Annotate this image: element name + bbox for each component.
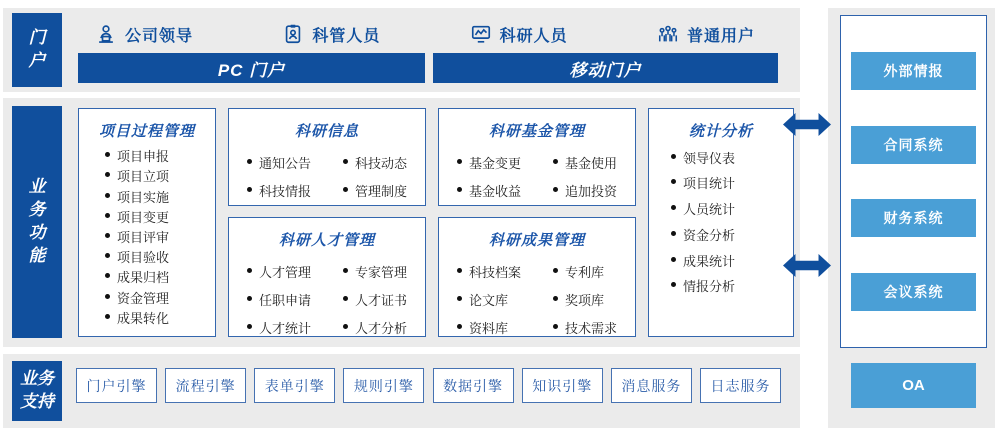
feature-item: 基金使用	[553, 153, 635, 172]
user-role-ordinary-user	[657, 23, 755, 46]
portal-panel	[3, 8, 800, 92]
feature-item-list	[439, 141, 635, 200]
user-role-researcher	[470, 23, 568, 46]
feature-item: 资金管理	[105, 288, 215, 307]
user-role-company-leader	[95, 23, 193, 46]
feature-box-title: 科研基金管理	[488, 123, 585, 140]
service-message: 消息服务	[611, 368, 692, 403]
feature-item: 科技情报	[247, 181, 343, 200]
feature-box-title: 科研人才管理	[278, 232, 375, 249]
feature-item: 成果统计	[671, 251, 793, 270]
engine-knowledge: 知识引擎	[522, 368, 603, 403]
feature-box-research-info	[228, 108, 426, 206]
feature-box-talent-management	[228, 217, 426, 337]
feature-item: 基金变更	[457, 153, 553, 172]
user-role-label: 科研人员	[499, 27, 568, 45]
user-roles-row	[95, 18, 755, 50]
engine-rule: 规则引擎	[343, 368, 424, 403]
business-functions-panel	[3, 98, 800, 347]
external-systems-panel	[828, 8, 995, 428]
feature-item: 项目立项	[105, 166, 215, 185]
monitor-chart-icon	[470, 23, 492, 45]
engine-workflow: 流程引擎	[165, 368, 246, 403]
feature-item: 专家管理	[343, 262, 425, 281]
user-role-label: 科管人员	[312, 27, 381, 45]
feature-item: 情报分析	[671, 276, 793, 295]
feature-box-title: 项目过程管理	[98, 123, 195, 140]
system-meeting: 会议系统	[851, 273, 976, 311]
feature-item-list	[439, 250, 635, 337]
user-role-management-staff	[282, 23, 380, 46]
service-log: 日志服务	[700, 368, 781, 403]
feature-item: 成果归档	[105, 267, 215, 286]
mobile-portal-bar-label: 移动门户	[569, 60, 642, 80]
feature-item: 追加投资	[553, 181, 635, 200]
feature-item: 任职申请	[247, 290, 343, 309]
pc-portal-bar-label: PC 门户	[217, 60, 286, 80]
engine-form: 表单引擎	[254, 368, 335, 403]
engine-row	[76, 368, 781, 403]
feature-item: 技术需求	[553, 318, 635, 337]
feature-item: 专利库	[553, 262, 635, 281]
engine-data: 数据引擎	[433, 368, 514, 403]
engine-portal: 门户引擎	[76, 368, 157, 403]
feature-item-list	[79, 141, 215, 336]
feature-item: 项目统计	[671, 173, 793, 192]
feature-item: 基金收益	[457, 181, 553, 200]
feature-item: 项目验收	[105, 247, 215, 266]
business-support-label-text: 业务支持	[20, 369, 54, 411]
feature-box-project-process	[78, 108, 216, 337]
feature-item: 科技动态	[343, 153, 425, 172]
feature-item: 人才证书	[343, 290, 425, 309]
feature-item: 项目实施	[105, 187, 215, 206]
feature-box-fund-management	[438, 108, 636, 206]
feature-item: 领导仪表	[671, 148, 793, 167]
business-support-panel	[3, 354, 800, 428]
system-external-intelligence: 外部情报	[851, 52, 976, 90]
feature-item-list	[229, 250, 425, 337]
pc-portal-bar	[78, 53, 425, 83]
feature-item: 通知公告	[247, 153, 343, 172]
feature-box-title: 科研成果管理	[488, 232, 585, 249]
feature-item: 人才分析	[343, 318, 425, 337]
feature-item: 论文库	[457, 290, 553, 309]
feature-item-list	[229, 141, 425, 200]
feature-box-title: 统计分析	[688, 123, 753, 140]
feature-item: 资料库	[457, 318, 553, 337]
double-arrow-icon	[783, 252, 831, 279]
feature-box-achievement-management	[438, 217, 636, 337]
user-role-label: 普通用户	[686, 27, 755, 45]
feature-item-list	[649, 141, 793, 336]
feature-item: 成果转化	[105, 308, 215, 327]
feature-item: 资金分析	[671, 225, 793, 244]
feature-item: 项目申报	[105, 146, 215, 165]
badge-icon	[282, 23, 304, 45]
business-functions-label-text: 业务功能	[28, 177, 46, 265]
external-systems-box	[840, 15, 987, 348]
double-arrow-icon	[783, 111, 831, 138]
system-finance: 财务系统	[851, 199, 976, 237]
user-group-icon	[657, 23, 679, 45]
feature-item: 人才统计	[247, 318, 343, 337]
feature-item: 科技档案	[457, 262, 553, 281]
feature-box-statistics-analysis	[648, 108, 794, 337]
business-functions-section-label	[12, 106, 62, 338]
portal-section-label-text: 门户	[28, 28, 46, 70]
mobile-portal-bar	[433, 53, 778, 83]
user-role-label: 公司领导	[125, 27, 194, 45]
feature-item: 项目变更	[105, 207, 215, 226]
system-oa: OA	[851, 363, 976, 408]
feature-box-title: 科研信息	[294, 123, 359, 140]
leader-icon	[95, 23, 117, 45]
business-support-section-label	[12, 361, 62, 421]
feature-item: 管理制度	[343, 181, 425, 200]
feature-item: 人才管理	[247, 262, 343, 281]
feature-item: 项目评审	[105, 227, 215, 246]
portal-section-label	[12, 13, 62, 87]
feature-item: 奖项库	[553, 290, 635, 309]
system-contract: 合同系统	[851, 126, 976, 164]
feature-item: 人员统计	[671, 199, 793, 218]
